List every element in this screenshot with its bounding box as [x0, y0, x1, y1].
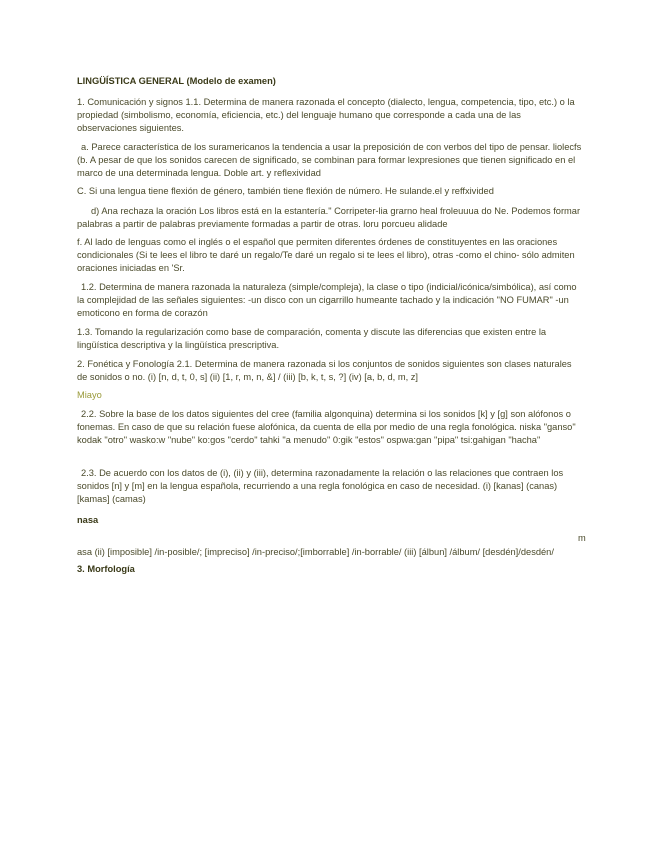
section-3-heading: 3. Morfología [77, 564, 135, 574]
question-2-2: 2.2. Sobre la base de los datos siguientes del cree (familia algonquina) determina si los sonidos [k] y [g] son alófonos o fonemas. En caso de que su relación fuese alofónica, da cuenta de ella por medio de una regla fonológica. niska "ganso" kodak "otro" wasko:w "nube" ko:gos "cerdo" tahki "a menudo" 0:gik "estos" ospwa:gan "pipa" tsi:gahigan "hacha" [77, 409, 576, 446]
question-1-3: 1.3. Tomando la regularización como base de comparación, comenta y discute las diferencias que existen entre la lingüística descriptiva y la lingüística prescriptiva. [77, 327, 547, 351]
item-d: d) Ana rechaza la oración Los libros está en la estantería." Corripeter-lia grarno heal froleuuua do Ne. Podemos formar palabras a partir de palabras previamente formadas a partir de otras. loru porcueu alidade [77, 206, 581, 230]
word-nasa: nasa [77, 515, 99, 525]
document-title: LINGÜÍSTICA GENERAL (Modelo de examen) [77, 76, 276, 86]
question-1-2: 1.2. Determina de manera razonada la naturaleza (simple/compleja), la clase o tipo (indicial/icónica/simbólica), así como la complejidad de las señales siguientes: -un disco con un cigarrillo humeante tachado y la indicación "NO FUMAR" -un emoticono en forma de corazón [77, 282, 577, 319]
item-f: f. Al lado de lenguas como el inglés o el español que permiten diferentes órdenes de constituyentes en las oraciones condicionales (Si te lees el libro te daré un regalo/Te daré un regalo si te lees el libro), otras -como el chino- sólo admiten oraciones iniciadas en 'Sr. [77, 237, 575, 274]
question-2-1: 2. Fonética y Fonología 2.1. Determina de manera razonada si los conjuntos de sonidos siguientes son clases naturales de sonidos o no. (i) [n, d, t, 0, s] (ii) [1, r, m, n, &] / (iii) [b, k, t, s, ?] (iv) [a, b, d, m, z] [77, 359, 572, 383]
note-miayo: Miayo [77, 390, 102, 400]
letter-m: m [578, 533, 586, 543]
question-2-3-continued: asa (ii) [imposible] /in-posible/; [impreciso] /in-preciso/;[imborrable] /in-borrable/ (iii) [álbun] /álbum/ [desdén]/desdén/ [77, 547, 554, 557]
question-2-3: 2.3. De acuerdo con los datos de (i), (ii) y (iii), determina razonadamente la relación o las relaciones que contraen los sonidos [n] y [m] en la lengua española, recurriendo a una regla fonológica en caso de necesidad. (i) [kanas] (canas) [kamas] (camas) [77, 468, 564, 505]
question-1-1: 1. Comunicación y signos 1.1. Determina de manera razonada el concepto (dialecto, lengua, competencia, tipo, etc.) o la propiedad (simbolismo, economía, eficiencia, etc.) del lenguaje humano que corresponde a cada una de las observaciones siguientes. [77, 97, 575, 134]
item-c: C. Si una lengua tiene flexión de género, también tiene flexión de número. He sulande.el y reffxivided [77, 186, 494, 196]
item-a: a. Parece característica de los suramericanos la tendencia a usar la preposición de con verbos del tipo de pensar. liolecfs (b. A pesar de que los sonidos carecen de significado, se combinan para formar lexpresiones que tienen significado en el marco de una determinada lengua. Doble art. y reflexividad [77, 142, 582, 179]
